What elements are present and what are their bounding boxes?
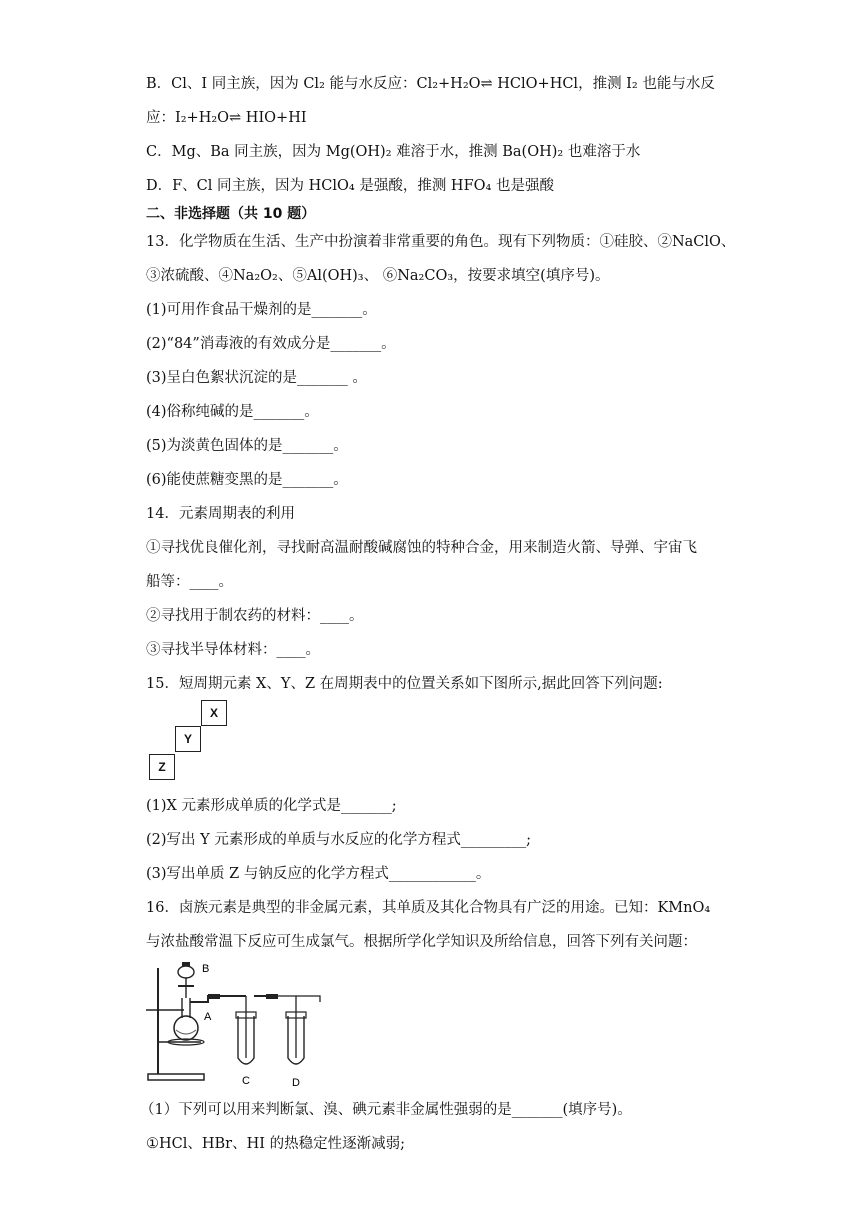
element-box-y: Y bbox=[175, 726, 201, 752]
section-heading: 二、非选择题（共 10 题） bbox=[146, 206, 316, 222]
q16-sub1: （1）下列可以用来判断氯、溴、碘元素非金属性强弱的是_______(填序号)。 bbox=[140, 1102, 632, 1118]
q15-sub1: (1)X 元素形成单质的化学式是_______; bbox=[146, 798, 397, 814]
option-b-line1: B．Cl、I 同主族，因为 Cl₂ 能与水反应：Cl₂+H₂O⇌ HClO+HCl，推测 I₂ 也能与水反 bbox=[146, 76, 715, 92]
q13-sub5: (5)为淡黄色固体的是_______。 bbox=[146, 438, 348, 454]
q16-stem-line2: 与浓盐酸常温下反应可生成氯气。根据所学化学知识及所给信息，回答下列有关问题： bbox=[146, 934, 697, 950]
periodic-position-diagram bbox=[146, 698, 236, 788]
q13-sub6: (6)能使蔗糖变黑的是_______。 bbox=[146, 472, 348, 488]
q15-stem: 15．短周期元素 X、Y、Z 在周期表中的位置关系如下图所示,据此回答下列问题: bbox=[146, 676, 663, 692]
option-c: C．Mg、Ba 同主族，因为 Mg(OH)₂ 难溶于水，推测 Ba(OH)₂ 也难溶于水 bbox=[146, 144, 641, 160]
q13-stem-line1: 13．化学物质在生活、生产中扮演着非常重要的角色。现有下列物质：①硅胶、②NaClO、 bbox=[146, 234, 736, 250]
label-b: B bbox=[202, 963, 210, 975]
element-box-x: X bbox=[201, 700, 227, 726]
label-a: A bbox=[204, 1011, 212, 1023]
q16-stem-line1: 16．卤族元素是典型的非金属元素，其单质及其化合物具有广泛的用途。已知：KMnO₄ bbox=[146, 900, 711, 916]
q13-sub1: (1)可用作食品干燥剂的是_______。 bbox=[146, 302, 377, 318]
q14-item2: ②寻找用于制农药的材料：____。 bbox=[146, 608, 364, 624]
q15-sub3: (3)写出单质 Z 与钠反应的化学方程式____________。 bbox=[146, 866, 491, 882]
q13-sub2: (2)“84”消毒液的有效成分是_______。 bbox=[146, 336, 396, 352]
option-b-line2: 应：I₂+H₂O⇌ HIO+HI bbox=[146, 110, 307, 126]
q13-sub4: (4)俗称纯碱的是_______。 bbox=[146, 404, 319, 420]
label-d: D bbox=[292, 1077, 300, 1088]
q13-sub3: (3)呈白色絮状沉淀的是_______ 。 bbox=[146, 370, 367, 386]
q13-stem-line2: ③浓硫酸、④Na₂O₂、⑤Al(OH)₃、 ⑥Na₂CO₃，按要求填空(填序号)。 bbox=[146, 268, 610, 284]
q14-item1-line1: ①寻找优良催化剂，寻找耐高温耐酸碱腐蚀的特种合金，用来制造火箭、导弹、宇宙飞 bbox=[146, 540, 697, 556]
q14-item1-line2: 船等：____。 bbox=[146, 574, 233, 590]
q15-sub2: (2)写出 Y 元素形成的单质与水反应的化学方程式_________; bbox=[146, 832, 531, 848]
option-d: D．F、Cl 同主族，因为 HClO₄ 是强酸，推测 HFO₄ 也是强酸 bbox=[146, 178, 554, 194]
lab-apparatus-diagram bbox=[146, 958, 336, 1088]
q14-stem: 14．元素周期表的利用 bbox=[146, 506, 295, 522]
q16-sub1-option1: ①HCl、HBr、HI 的热稳定性逐渐减弱; bbox=[146, 1136, 405, 1152]
q14-item3: ③寻找半导体材料：____。 bbox=[146, 642, 320, 658]
element-box-z: Z bbox=[149, 754, 175, 780]
label-c: C bbox=[242, 1075, 250, 1087]
